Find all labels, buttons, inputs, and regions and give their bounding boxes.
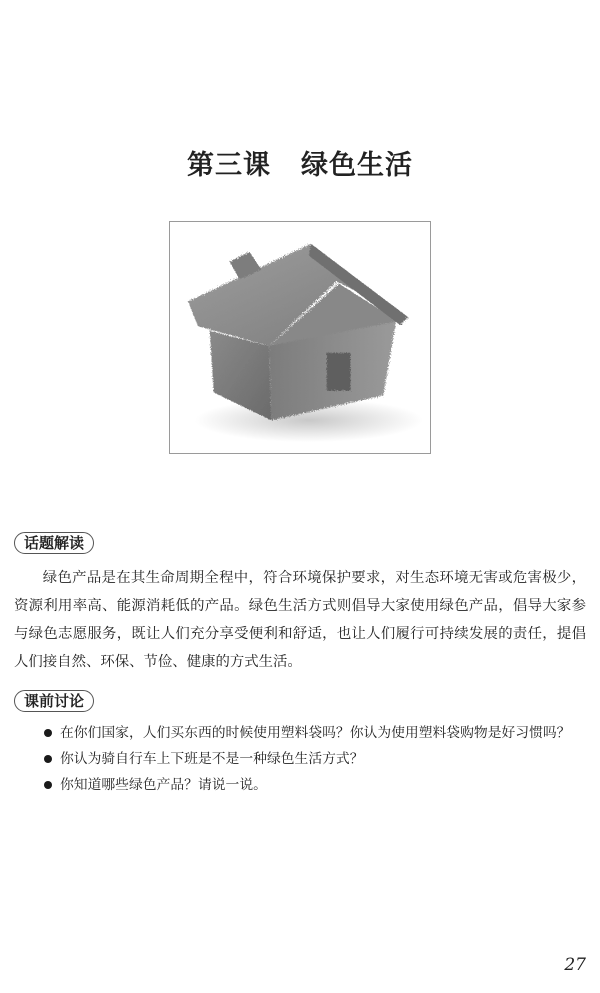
lesson-number: 第三课 — [187, 150, 271, 181]
bullet-icon — [44, 729, 52, 737]
bullet-icon — [44, 781, 52, 789]
discussion-label: 课前讨论 — [14, 690, 94, 712]
topic-reading-label: 话题解读 — [14, 532, 94, 554]
list-item: 在你们国家，人们买东西的时候使用塑料袋吗？你认为使用塑料袋购物是好习惯吗？ — [44, 720, 594, 746]
discussion-list — [44, 720, 594, 798]
list-item: 你认为骑自行车上下班是不是一种绿色生活方式？ — [44, 746, 594, 772]
page-number: 27 — [564, 955, 586, 975]
lesson-title — [0, 143, 600, 182]
bullet-icon — [44, 755, 52, 763]
furry-house-image — [169, 221, 431, 454]
list-item: 你知道哪些绿色产品？请说一说。 — [44, 772, 594, 798]
topic-reading-text: 绿色产品是在其生命周期全程中，符合环境保护要求，对生态环境无害或危害极少，资源利用率高、能源消耗低的产品。绿色生活方式则倡导大家使用绿色产品，倡导大家参与绿色志愿服务，既让人们充分享受便利和舒适，也让人们履行可持续发展的责任，提倡人们接自然、环保、节俭、健康的方式生活。 — [14, 570, 586, 670]
lesson-name: 绿色生活 — [301, 150, 413, 181]
